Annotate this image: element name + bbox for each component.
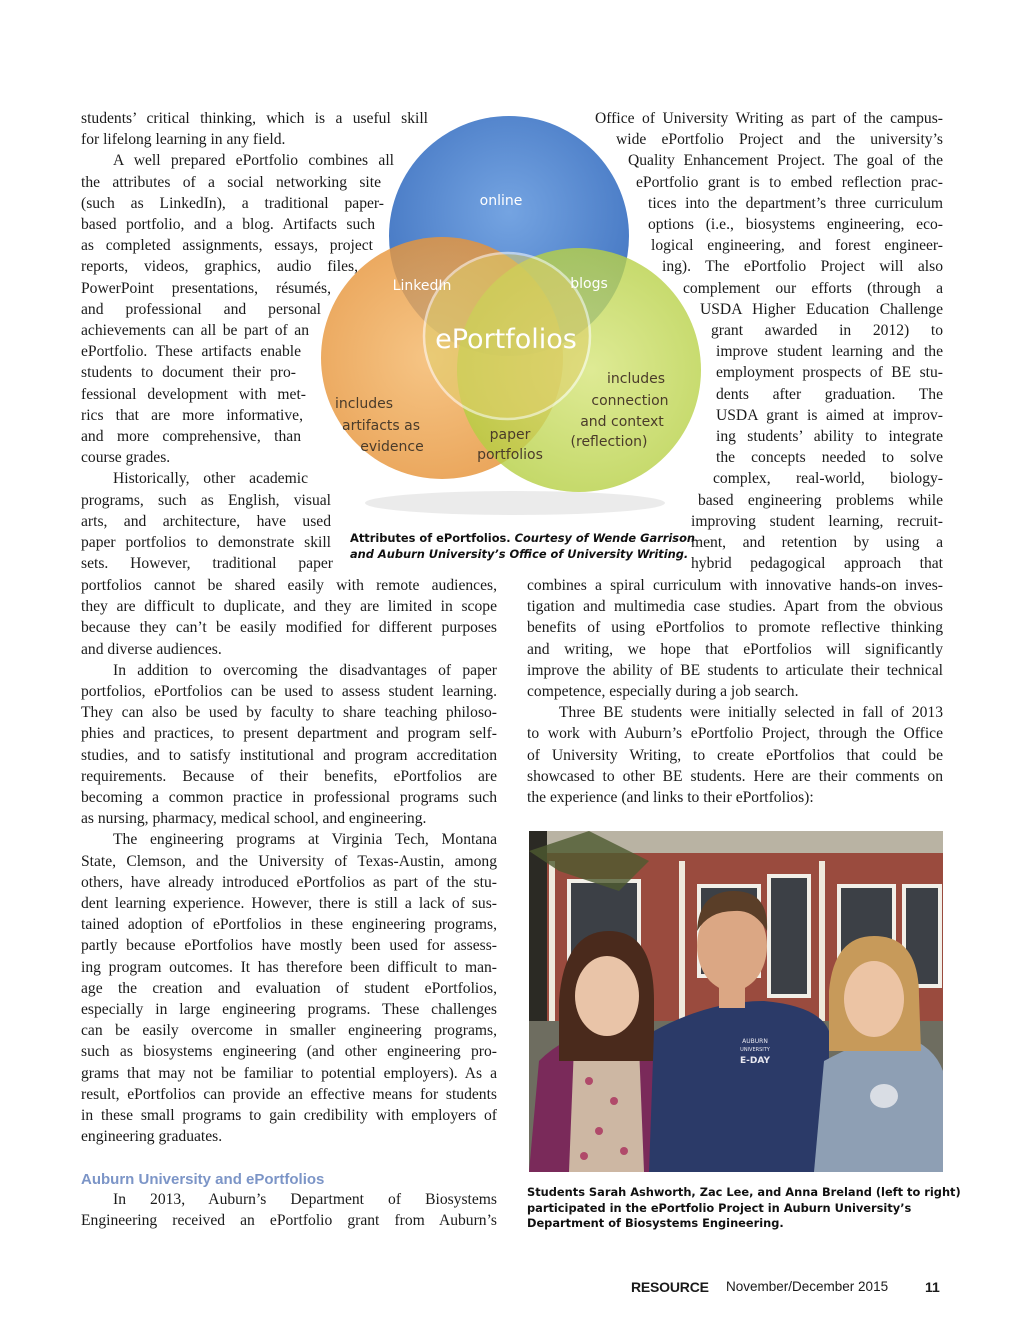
- venn-label-artifacts-3: evidence: [360, 439, 424, 455]
- text-line: for lifelong learning in any field.: [81, 131, 286, 149]
- venn-caption-credit: Courtesy of Wende Garrison: [514, 531, 696, 545]
- text-line: and professional and personal: [81, 300, 321, 318]
- photo-window: [769, 876, 809, 996]
- text-line: In addition to overcoming the disadvantages of paper: [113, 661, 497, 679]
- student-left-blouse: [569, 1046, 644, 1172]
- text-line: programs, such as English, visual: [81, 491, 331, 509]
- venn-caption-bold: Attributes of ePortfolios.: [350, 531, 515, 545]
- text-line: as completed assignments, essays, project: [81, 237, 373, 255]
- text-line: employment prospects of BE stu-: [716, 364, 943, 382]
- text-line: and diverse audiences.: [81, 640, 222, 658]
- text-line: They can also be used by faculty to share teaching philoso-: [81, 704, 497, 722]
- text-line: State, Clemson, and the University of Texas-Austin, among: [81, 852, 497, 870]
- text-line: improving student learning, recruit-: [691, 512, 943, 530]
- text-line: students’ critical thinking, which is a useful skill: [81, 110, 428, 127]
- text-line: studies, and to satisfy institutional and program accreditation: [81, 746, 497, 764]
- shirt-brand: AUBURN: [742, 1038, 768, 1045]
- venn-label-center: ePortfolios: [435, 324, 577, 355]
- photo-caption: [527, 1185, 961, 1232]
- text-line: as nursing, pharmacy, medical school, and engineering.: [81, 810, 427, 828]
- venn-label-paper-1: paper: [489, 427, 531, 443]
- text-line: becoming a common practice in professional programs such: [81, 789, 497, 806]
- text-line: benefits of using ePortfolios to promote reflective thinking: [527, 619, 943, 637]
- shirt-event: E-DAY: [740, 1056, 770, 1066]
- text-line: based portfolio, and a blog. Artifacts such: [81, 216, 375, 233]
- text-line: result, ePortfolios can provide an effective means for students: [81, 1085, 497, 1103]
- text-line: Engineering received an ePortfolio grant from Auburn’s: [81, 1212, 497, 1230]
- text-line: paper portfolios to demonstrate skill: [81, 534, 331, 551]
- student-right-face: [844, 961, 904, 1037]
- text-line: portfolios, ePortfolios can be used to assess student learning.: [81, 683, 497, 700]
- text-line: ePortfolio. These artifacts enable: [81, 343, 301, 361]
- venn-label-paper-2: portfolios: [477, 447, 543, 463]
- venn-label-connection-3: and context: [580, 414, 664, 430]
- student-middle-shirt: [649, 1001, 829, 1172]
- text-line: because they can’t be easily modified for different purposes: [81, 619, 497, 637]
- photo-caption-line: participated in the ePortfolio Project in Auburn University’s: [527, 1200, 912, 1215]
- text-line: course grades.: [81, 449, 171, 467]
- eportfolio-venn-diagram: [309, 108, 721, 528]
- shirt-sub: UNIVERSITY: [740, 1047, 770, 1053]
- student-left-face: [575, 956, 639, 1036]
- text-line: phies and practices, to present department and program self-: [81, 725, 497, 743]
- text-line: The engineering programs at Virginia Tech, Montana: [113, 831, 497, 849]
- venn-label-artifacts-2: artifacts as: [341, 418, 421, 434]
- footer-page-number: 11: [925, 1279, 940, 1295]
- text-line: ePortfolio grant is to embed reflection prac-: [636, 173, 943, 191]
- photo-caption-line: Students Sarah Ashworth, Zac Lee, and Anna Breland (left to right): [527, 1185, 961, 1199]
- text-line: ing). The ePortfolio Project will also: [662, 258, 943, 276]
- text-line: the concepts needed to solve: [716, 449, 943, 467]
- text-line: Quality Enhancement Project. The goal of the: [628, 152, 943, 170]
- text-line: logical engineering, and forest engineer-: [651, 237, 943, 255]
- text-line: can be easily overcome in smaller engineering programs,: [81, 1022, 497, 1040]
- text-line: engineering graduates.: [81, 1128, 223, 1146]
- text-line: complement our efforts (through a: [683, 279, 943, 297]
- text-line: complex, real-world, biology-: [713, 470, 943, 488]
- text-line: in these small programs to gain credibility with employers of: [81, 1107, 497, 1124]
- section-heading: Auburn University and ePortfolios: [81, 1171, 325, 1188]
- text-line: and writing, we hope that ePortfolios will significantly: [527, 640, 943, 658]
- text-line: partly because ePortfolios have mostly been used for assess-: [81, 937, 497, 955]
- text-line: grant awarded in 2012) to: [711, 322, 943, 339]
- text-line: and more comprehensive, than: [81, 428, 301, 445]
- text-line: arts, and architecture, have used: [81, 512, 331, 530]
- text-line: tained adoption of ePortfolios in these engineering programs,: [81, 916, 497, 934]
- text-line: sets. However, traditional paper: [81, 555, 333, 573]
- text-line: fessional development with met-: [81, 385, 306, 403]
- venn-label-connection-1: includes: [606, 371, 666, 387]
- text-line: achievements can all be part of an: [81, 322, 309, 339]
- text-line: portfolios cannot be shared easily with remote audiences,: [81, 577, 497, 594]
- text-line: wide ePortfolio Project and the university’s: [616, 131, 943, 149]
- text-line: PowerPoint presentations, résumés,: [81, 279, 331, 297]
- text-line: requirements. Because of their benefits, ePortfolios are: [81, 767, 497, 785]
- text-line: A well prepared ePortfolio combines all: [113, 152, 394, 170]
- text-line: tices into the department’s three curriculum: [648, 194, 943, 212]
- students-photo: [529, 831, 943, 1172]
- footer-issue-date: November/December 2015: [726, 1279, 889, 1294]
- text-line: ment, and retention by using a: [691, 534, 943, 551]
- text-line: especially in large engineering programs. These challenges: [81, 1001, 497, 1018]
- text-line: tigation and multimedia case studies. Apart from the obvious: [527, 598, 943, 616]
- venn-shadow: [365, 491, 665, 515]
- text-line: Historically, other academic: [113, 470, 308, 488]
- text-line: Three BE students were initially selected in fall of 2013: [559, 704, 943, 722]
- text-line: age the creation and evaluation of student ePortfolios,: [81, 979, 497, 997]
- text-line: to work with Auburn’s ePortfolio Project, through the Office: [527, 725, 943, 743]
- text-line: reports, videos, graphics, audio files,: [81, 258, 358, 276]
- text-line: others, have already introduced ePortfolios as part of the stu-: [81, 873, 497, 891]
- text-line: showcased to other BE students. Here are their comments on: [527, 767, 943, 785]
- venn-label-online: online: [479, 193, 523, 209]
- venn-label-connection-4: (reflection): [570, 434, 648, 450]
- venn-caption: [350, 531, 695, 562]
- text-line: improve student learning and the: [716, 343, 943, 361]
- text-line: ing program outcomes. It has therefore been difficult to man-: [81, 958, 497, 976]
- text-line: options (i.e., biosystems engineering, eco-: [648, 216, 943, 233]
- text-line: USDA grant is aimed at improv-: [716, 406, 943, 424]
- text-line: grams that may not be familiar to potential employers). As a: [81, 1064, 497, 1082]
- text-line: based engineering problems while: [698, 491, 943, 509]
- venn-label-blogs: blogs: [570, 276, 608, 292]
- text-line: improve the ability of BE students to articulate their technical: [527, 661, 943, 679]
- text-line: dents after graduation. The: [716, 385, 943, 403]
- text-line: they are difficult to duplicate, and they are limited in scope: [81, 598, 497, 616]
- venn-label-connection-2: connection: [591, 393, 669, 409]
- text-line: ing students’ ability to integrate: [716, 428, 943, 445]
- text-line: In 2013, Auburn’s Department of Biosystems: [113, 1191, 497, 1208]
- photo-caption-line: Department of Biosystems Engineering.: [527, 1216, 784, 1230]
- text-line: USDA Higher Education Challenge: [700, 300, 943, 318]
- footer-magazine-name: RESOURCE: [631, 1279, 709, 1295]
- text-line: combines a spiral curriculum with innovative hands-on inves-: [527, 577, 943, 594]
- text-line: students to document their pro-: [81, 364, 296, 382]
- text-line: the experience (and links to their ePortfolios):: [527, 789, 814, 806]
- text-line: dent learning experience. However, there is still a lack of sus-: [81, 895, 497, 912]
- text-line: Office of University Writing as part of the campus-: [595, 110, 943, 127]
- text-line: the attributes of a social networking site: [81, 173, 381, 191]
- text-line: rics that are more informative,: [81, 406, 303, 424]
- venn-caption-credit-2: and Auburn University’s Office of University Writing.: [350, 546, 689, 561]
- venn-label-linkedin: LinkedIn: [392, 278, 452, 294]
- text-line: such as biosystems engineering (and other engineering pro-: [81, 1043, 497, 1061]
- text-line: competence, especially during a job search.: [527, 683, 799, 700]
- text-line: of University Writing, to create ePortfolios that could be: [527, 746, 943, 764]
- venn-label-artifacts-1: includes: [334, 396, 394, 412]
- text-line: (such as LinkedIn), a traditional paper-: [81, 194, 384, 212]
- text-line: hybrid pedagogical approach that: [691, 555, 943, 573]
